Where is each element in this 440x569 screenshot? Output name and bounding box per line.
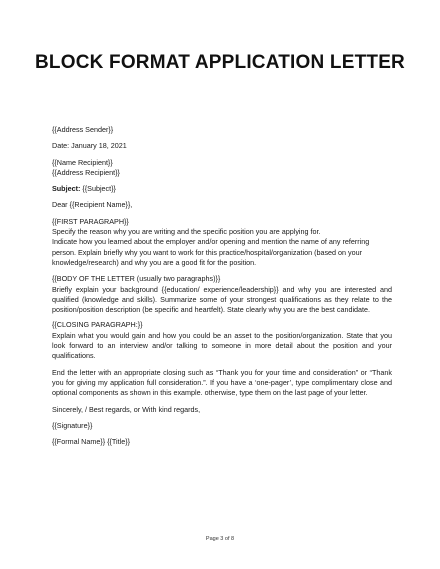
body-paragraph-heading: {{BODY OF THE LETTER (usually two paragraphs)}} (52, 274, 221, 284)
page-number: Page 3 of 8 (205, 536, 235, 542)
signature-placeholder: {{Signature}} (52, 420, 93, 430)
letter-date: Date: January 18, 2021 (52, 141, 127, 151)
subject-line (52, 184, 392, 194)
first-paragraph-line: knowledge/research) and why you are a good fit for the position. (52, 257, 257, 267)
closing-paragraph-heading: {{CLOSING PARAGRAPH:}} (52, 320, 143, 330)
first-paragraph-line: Specify the reason why you are writing and the specific position you are applying for. (52, 227, 321, 237)
address-sender: {{Address Sender}} (52, 125, 114, 134)
first-paragraph-line: person. Explain briefly why you want to work for this practice/hospital/organization (based on your (52, 247, 363, 257)
recipient-name: {{Name Recipient}} (52, 157, 113, 167)
first-paragraph-heading: {{FIRST PARAGRAPH}} (52, 216, 129, 226)
recipient-address: {{Address Recipient}} (52, 167, 120, 177)
formal-name-title: {{Formal Name}} {{Title}} (52, 437, 131, 447)
subject-value: {{Subject}} (80, 184, 116, 194)
subject-label: Subject: (52, 184, 81, 194)
document-title: BLOCK FORMAT APPLICATION LETTER (35, 52, 405, 73)
letter-body (52, 125, 392, 447)
closing-paragraph-text: Explain what you would gain and how you could be an asset to the position/organization. State that you look forward to an interview and/or talking to someone in more detail about the position and your qualifications. (52, 330, 392, 361)
body-paragraph-text: Briefly explain your background {{education/ experience/leadership}} and why you are interested and qualified (knowledge and skills). Summarize some of your strongest qualifications as they relate to the position/position description (be specific and heartfelt). State clearly why you are the best candidate. (52, 284, 392, 315)
complimentary-close: Sincerely, / Best regards, or With kind regards, (52, 404, 201, 414)
salutation: Dear {{Recipient Name}}, (52, 200, 133, 210)
end-paragraph-text: End the letter with an appropriate closing such as “Thank you for your time and consideration” or “Thank you for giving my application full consideration.”. If you have a ‘one-pager’, type complimentary close and optional components as shown in this example. otherwise, type them on the last page of your letter. (52, 367, 392, 398)
first-paragraph-line: Indicate how you learned about the employer and/or opening and mention the name of any referring (52, 237, 370, 247)
